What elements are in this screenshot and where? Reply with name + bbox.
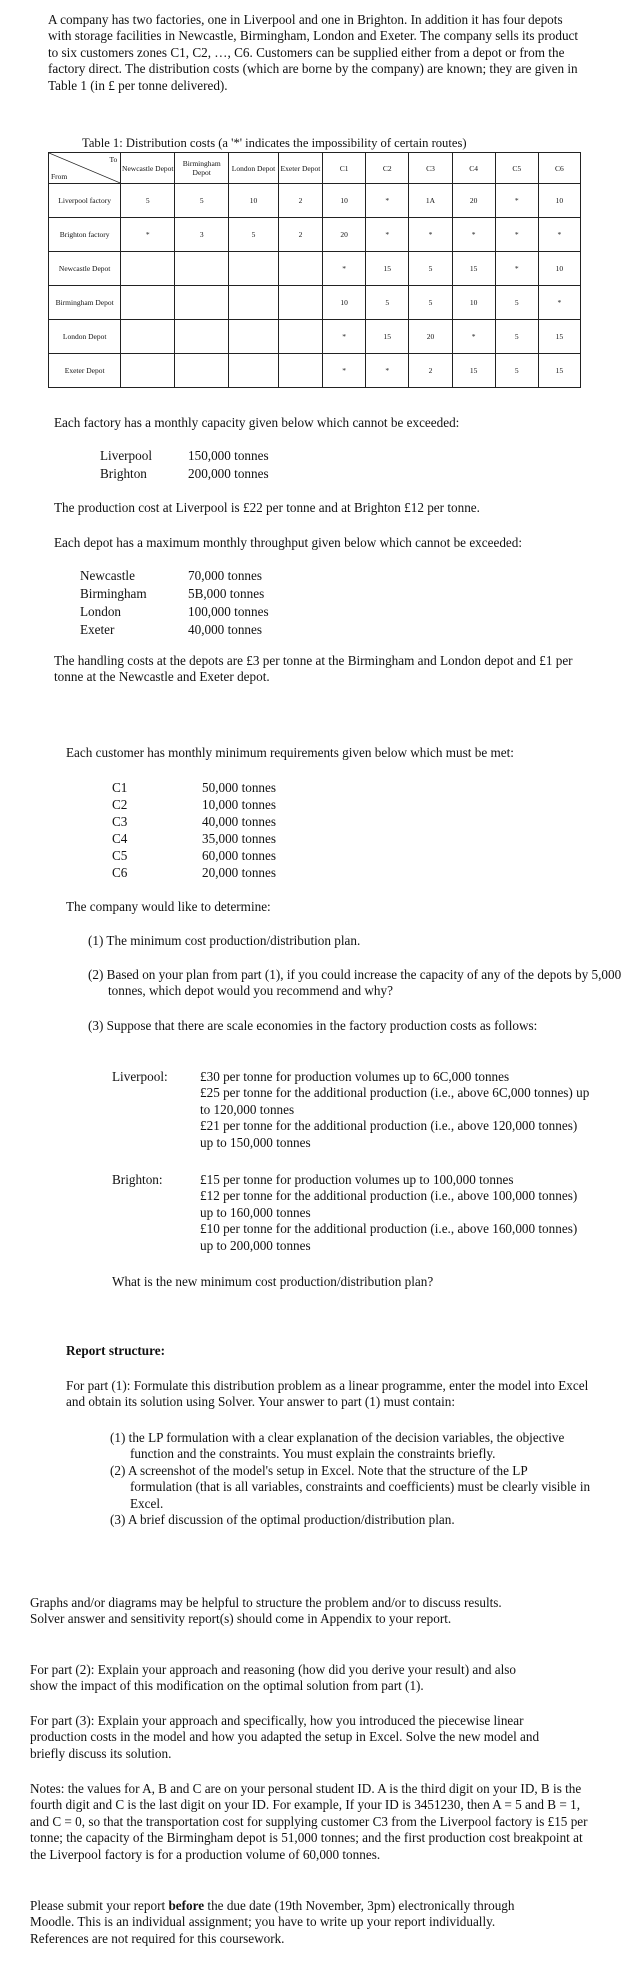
table-cell xyxy=(278,252,322,286)
question-3-prompt: What is the new minimum cost production/distribution plan? xyxy=(112,1274,434,1289)
table-row xyxy=(49,252,581,286)
row-label: London Depot xyxy=(49,320,121,354)
table-corner-cell xyxy=(49,153,121,184)
customer-name: C6 xyxy=(112,865,128,880)
depot-value: 40,000 tonnes xyxy=(188,622,262,637)
table-cell: 5 xyxy=(409,286,452,320)
cost-tier: £30 per tonne for production volumes up to 6C,000 tonnes xyxy=(200,1069,510,1084)
depot-value: 100,000 tonnes xyxy=(188,604,269,619)
table-cell xyxy=(229,252,279,286)
table-cell: 15 xyxy=(366,320,409,354)
table-cell: * xyxy=(409,218,452,252)
table-cell: * xyxy=(452,218,495,252)
table-row xyxy=(49,184,581,218)
column-header: C5 xyxy=(495,153,538,184)
table-cell xyxy=(175,320,229,354)
column-header: C4 xyxy=(452,153,495,184)
table-cell xyxy=(175,252,229,286)
table-cell: 10 xyxy=(323,184,366,218)
table-cell: 10 xyxy=(229,184,279,218)
table-cell: 5 xyxy=(366,286,409,320)
customer-name: C4 xyxy=(112,831,128,846)
submission-emphasis: before xyxy=(168,1898,205,1913)
table-cell: 10 xyxy=(323,286,366,320)
liverpool-costs xyxy=(200,1069,590,1151)
corner-to-label: To xyxy=(109,155,118,164)
cost-tier: £15 per tonne for production volumes up to 100,000 tonnes xyxy=(200,1172,514,1187)
table-cell: 5 xyxy=(121,184,175,218)
question-1: (1) The minimum cost production/distribution plan. xyxy=(88,933,361,948)
table-cell: 2 xyxy=(409,354,452,388)
table-body xyxy=(49,184,581,388)
table-cell xyxy=(278,286,322,320)
table-cell: * xyxy=(495,184,538,218)
part1-intro: For part (1): Formulate this distribution problem as a linear programme, enter the model into Excel and obtain its solution using Solver. Your answer to part (1) must contain: xyxy=(66,1378,589,1410)
customer-value: 50,000 tonnes xyxy=(202,780,276,795)
table-cell xyxy=(175,354,229,388)
part1-list xyxy=(110,1430,592,1528)
table-cell: * xyxy=(452,320,495,354)
handling-cost-text: The handling costs at the depots are £3 per tonne at the Birmingham and London depot and £1 per tonne at the Newcastle and Exeter depot. xyxy=(54,653,573,685)
table-cell xyxy=(229,354,279,388)
determine-text: The company would like to determine: xyxy=(66,899,271,914)
submission-paragraph xyxy=(30,1898,550,1947)
table-cell: 5 xyxy=(495,286,538,320)
report-heading: Report structure: xyxy=(66,1343,165,1358)
table-cell: * xyxy=(495,252,538,286)
part1-item: (2) A screenshot of the model's setup in Excel. Note that the structure of the LP formulation (that is all variables, constraints and coefficients) must be clearly visible in Excel. xyxy=(110,1462,591,1511)
notes-paragraph: Notes: the values for A, B and C are on your personal student ID. A is the third digit on your ID, B is the fourth digit and C is the last digit on your ID. For example, If your ID is 3451230, then A = 5 and B = 1, and C = 0, so that the transportation cost for supplying customer C3 from the Liverpool factory is £15 per tonne; the capacity of the Birmingham depot is 51,000 tonnes; and the first production cost breakpoint at the Liverpool factory is for a production volume of 60,000 tonnes. xyxy=(30,1781,588,1862)
column-header: London Depot xyxy=(229,153,279,184)
table-cell: 5 xyxy=(495,320,538,354)
table-cell xyxy=(229,286,279,320)
question-3: (3) Suppose that there are scale economies in the factory production costs as follows: xyxy=(88,1018,538,1033)
part1-item: (3) A brief discussion of the optimal production/distribution plan. xyxy=(110,1512,455,1528)
customer-intro: Each customer has monthly minimum requirements given below which must be met: xyxy=(66,745,514,760)
cost-tier: £25 per tonne for the additional production (i.e., above 6C,000 tonnes) up to 120,000 tonnes xyxy=(200,1085,590,1117)
table-cell xyxy=(229,320,279,354)
table-cell: 5 xyxy=(175,184,229,218)
depot-value: 70,000 tonnes xyxy=(188,568,262,583)
table-cell: 20 xyxy=(323,218,366,252)
liverpool-label: Liverpool: xyxy=(112,1069,168,1084)
table-row xyxy=(49,218,581,252)
customer-name: C5 xyxy=(112,848,128,863)
depot-intro: Each depot has a maximum monthly throughput given below which cannot be exceeded: xyxy=(54,535,523,550)
customer-name: C2 xyxy=(112,797,128,812)
part3-paragraph: For part (3): Explain your approach and specifically, how you introduced the piecewise linear production costs in the model and how you adapted the setup in Excel. Solve the new model and briefly discuss its solution. xyxy=(30,1713,540,1761)
table-cell xyxy=(121,320,175,354)
depot-name: Exeter xyxy=(80,622,115,637)
customer-name: C3 xyxy=(112,814,128,829)
table-cell: 1A xyxy=(409,184,452,218)
table-cell: 15 xyxy=(452,252,495,286)
table-cell: 2 xyxy=(278,218,322,252)
table-row xyxy=(49,320,581,354)
submission-text: Please submit your report xyxy=(30,1898,169,1913)
cost-tier: £10 per tonne for the additional production (i.e., above 160,000 tonnes) up to 200,000 tonnes xyxy=(200,1221,578,1253)
table-cell xyxy=(121,354,175,388)
column-header: C1 xyxy=(323,153,366,184)
column-header: Birmingham Depot xyxy=(175,153,229,184)
table-cell: 10 xyxy=(452,286,495,320)
row-label: Newcastle Depot xyxy=(49,252,121,286)
customer-value: 10,000 tonnes xyxy=(202,797,276,812)
table-cell: 2 xyxy=(278,184,322,218)
table-cell: 15 xyxy=(538,354,580,388)
table-cell: 20 xyxy=(452,184,495,218)
table-cell xyxy=(175,286,229,320)
graphs-paragraph: Graphs and/or diagrams may be helpful to structure the problem and/or to discuss results. Solver answer and sensitivity report(s) should come in Appendix to your report. xyxy=(30,1595,502,1627)
table-cell: 5 xyxy=(495,354,538,388)
column-header: Newcastle Depot xyxy=(121,153,175,184)
table-cell: 3 xyxy=(175,218,229,252)
customer-value: 40,000 tonnes xyxy=(202,814,276,829)
table-cell xyxy=(121,252,175,286)
table-caption: Table 1: Distribution costs (a '*' indicates the impossibility of certain routes) xyxy=(82,136,467,150)
table-cell: 15 xyxy=(538,320,580,354)
intro-paragraph: A company has two factories, one in Liverpool and one in Brighton. In addition it has four depots with storage facilities in Newcastle, Birmingham, London and Exeter. The company sells its product to six customers zones C1, C2, …, C6. Customers can be supplied either from a depot or from the factory direct. The distribution costs (which are borne by the company) are known; they are given in Table 1 (in £ per tonne delivered). xyxy=(48,12,579,93)
row-label: Liverpool factory xyxy=(49,184,121,218)
capacity-name: Brighton xyxy=(100,466,147,481)
submission-text-rest: the due date (19th November, 3pm) electronically through Moodle. This is an individual assignment; you have to write up your report individually. References are not required for this coursework. xyxy=(30,1898,515,1946)
brighton-label: Brighton: xyxy=(112,1172,163,1187)
column-header: C6 xyxy=(538,153,580,184)
capacity-value: 150,000 tonnes xyxy=(188,448,269,463)
part1-item: (1) the LP formulation with a clear explanation of the decision variables, the objective function and the constraints. You must explain the constraints briefly. xyxy=(110,1430,565,1462)
table-cell: 5 xyxy=(229,218,279,252)
customer-value: 35,000 tonnes xyxy=(202,831,276,846)
table-cell xyxy=(278,320,322,354)
table-cell: * xyxy=(121,218,175,252)
table-cell: * xyxy=(323,354,366,388)
table-row xyxy=(49,286,581,320)
depot-name: Newcastle xyxy=(80,568,135,583)
table-cell: 15 xyxy=(366,252,409,286)
row-label: Exeter Depot xyxy=(49,354,121,388)
table-cell: * xyxy=(495,218,538,252)
customer-value: 20,000 tonnes xyxy=(202,865,276,880)
corner-from-label: From xyxy=(51,172,68,181)
table-cell: 10 xyxy=(538,252,580,286)
column-header: Exeter Depot xyxy=(278,153,322,184)
capacity-intro: Each factory has a monthly capacity given below which cannot be exceeded: xyxy=(54,415,460,430)
table-cell xyxy=(278,354,322,388)
question-2: (2) Based on your plan from part (1), if you could increase the capacity of any of the depots by 5,000 tonnes, which depot would you recommend and why? xyxy=(88,967,622,999)
table-cell xyxy=(121,286,175,320)
row-label: Birmingham Depot xyxy=(49,286,121,320)
depot-value: 5B,000 tonnes xyxy=(188,586,265,601)
table-cell: * xyxy=(538,218,580,252)
column-header: C3 xyxy=(409,153,452,184)
table-cell: * xyxy=(323,320,366,354)
table-cell: * xyxy=(366,354,409,388)
production-cost-text: The production cost at Liverpool is £22 per tonne and at Brighton £12 per tonne. xyxy=(54,500,480,515)
distribution-cost-table xyxy=(48,152,581,388)
part2-paragraph: For part (2): Explain your approach and reasoning (how did you derive your result) and also show the impact of this modification on the optimal solution from part (1). xyxy=(30,1662,516,1694)
table-cell: * xyxy=(366,184,409,218)
row-label: Brighton factory xyxy=(49,218,121,252)
customer-name: C1 xyxy=(112,780,128,795)
customer-value: 60,000 tonnes xyxy=(202,848,276,863)
table-header-row xyxy=(49,153,581,184)
depot-name: London xyxy=(80,604,122,619)
brighton-costs xyxy=(200,1172,590,1254)
table-cell: * xyxy=(323,252,366,286)
cost-tier: £21 per tonne for the additional production (i.e., above 120,000 tonnes) up to 150,000 tonnes xyxy=(200,1118,578,1150)
table-cell: 10 xyxy=(538,184,580,218)
table-cell: 15 xyxy=(452,354,495,388)
table-cell: 5 xyxy=(409,252,452,286)
table-cell: * xyxy=(366,218,409,252)
capacity-value: 200,000 tonnes xyxy=(188,466,269,481)
table-row xyxy=(49,354,581,388)
table-cell: 20 xyxy=(409,320,452,354)
capacity-name: Liverpool xyxy=(100,448,153,463)
depot-name: Birmingham xyxy=(80,586,147,601)
cost-tier: £12 per tonne for the additional production (i.e., above 100,000 tonnes) up to 160,000 tonnes xyxy=(200,1188,578,1220)
table-cell: * xyxy=(538,286,580,320)
column-header: C2 xyxy=(366,153,409,184)
